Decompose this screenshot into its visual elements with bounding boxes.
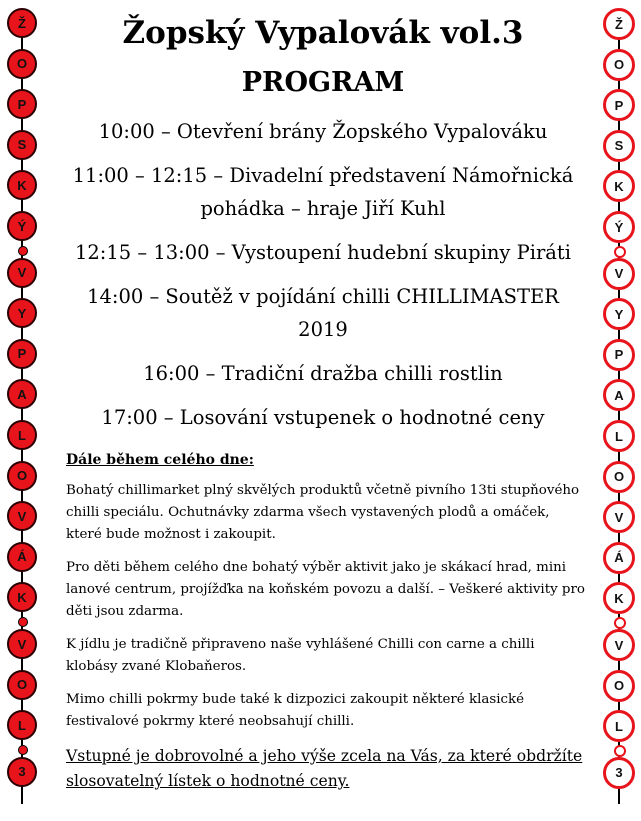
- info-paragraph: Mimo chilli pokrmy bude také k dizpozici zakoupit některé klasické festivalové pokrmy které neobsahují chilli.: [66, 692, 525, 729]
- chain-letter-bead: O: [7, 461, 37, 491]
- info-paragraph: K jídlu je tradičně připraveno naše vyhlášené Chilli con carne a chilli klobásy zvané Klobaňeros.: [66, 637, 535, 674]
- chain-letter-bead: O: [7, 670, 37, 700]
- schedule-item: 14:00 – Soutěž v pojídání chilli CHILLIMASTER 2019: [87, 285, 559, 341]
- chain-letter-bead: S: [7, 130, 37, 160]
- chain-letter-bead: K: [603, 170, 635, 202]
- info-paragraph: Pro děti během celého dne bohatý výběr aktivit jako je skákací hrad, mini lanové centrum, projížďka na koňském povozu a další. – Veškeré aktivity pro děti jsou zdarma.: [66, 560, 585, 619]
- chain-letter-bead: O: [603, 49, 635, 81]
- chain-letter-bead: L: [603, 710, 635, 742]
- chain-letter-bead: P: [603, 339, 635, 371]
- chain-separator-dot: [18, 246, 28, 256]
- chain-letter-bead: K: [603, 582, 635, 614]
- chain-letter-bead: Y: [7, 298, 37, 328]
- chain-letter-bead: Ý: [603, 211, 635, 243]
- schedule-item: 10:00 – Otevření brány Žopského Vypalováku: [98, 120, 548, 143]
- chain-letter-bead: V: [603, 501, 635, 533]
- during-day-heading: Dále během celého dne:: [66, 452, 254, 468]
- chain-separator-dot: [18, 617, 28, 627]
- chain-letter-bead: O: [603, 461, 635, 493]
- chain-letter-bead: V: [7, 501, 37, 531]
- chain-letter-bead: V: [7, 629, 37, 659]
- chain-letter-bead: L: [7, 710, 37, 740]
- schedule-item: 12:15 – 13:00 – Vystoupení hudební skupiny Piráti: [74, 241, 572, 264]
- chain-letter-bead: L: [7, 420, 37, 450]
- chain-letter-bead: P: [603, 89, 635, 121]
- chain-letter-bead: Ž: [7, 8, 37, 38]
- right-bead-chain: [601, 0, 637, 821]
- chain-letter-bead: A: [603, 379, 635, 411]
- program-heading: PROGRAM: [241, 67, 405, 98]
- schedule-item: 17:00 – Losování vstupenek o hodnotné ceny: [101, 406, 545, 429]
- chain-separator-dot: [18, 745, 28, 755]
- chain-letter-bead: Ý: [7, 211, 37, 241]
- chain-letter-bead: Y: [603, 298, 635, 330]
- chain-letter-bead: P: [7, 339, 37, 369]
- chain-letter-bead: P: [7, 89, 37, 119]
- chain-letter-bead: A: [7, 379, 37, 409]
- chain-separator-dot: [614, 246, 626, 258]
- left-bead-chain: [4, 0, 40, 821]
- chain-letter-bead: Á: [603, 542, 635, 574]
- chain-letter-bead: S: [603, 130, 635, 162]
- during-day-section: [66, 449, 586, 805]
- chain-letter-bead: 3: [603, 757, 635, 789]
- chain-separator-dot: [614, 745, 626, 757]
- admission-note: Vstupné je dobrovolné a jeho výše zcela na Vás, za které obdržíte slosovatelný lístek o hodnotné ceny.: [66, 747, 583, 790]
- schedule-item: 16:00 – Tradiční dražba chilli rostlin: [143, 362, 503, 385]
- info-paragraph: Bohatý chillimarket plný skvělých produktů včetně pivního 13ti stupňového chilli speciálu. Ochutnávky zdarma všech vystavených plodů a omáček, které bude možnost i zakoupit.: [66, 483, 580, 542]
- event-title: Žopský Vypalovák vol.3: [122, 15, 524, 51]
- schedule-list: [60, 115, 586, 445]
- chain-letter-bead: V: [603, 258, 635, 290]
- chain-letter-bead: K: [7, 582, 37, 612]
- schedule-item: 11:00 – 12:15 – Divadelní představení Námořnická pohádka – hraje Jiří Kuhl: [72, 164, 574, 220]
- chain-letter-bead: Á: [7, 542, 37, 572]
- chain-letter-bead: Ž: [603, 8, 635, 40]
- chain-letter-bead: L: [603, 420, 635, 452]
- chain-letter-bead: O: [7, 49, 37, 79]
- chain-letter-bead: 3: [7, 757, 37, 787]
- chain-letter-bead: O: [603, 670, 635, 702]
- chain-separator-dot: [614, 617, 626, 629]
- chain-letter-bead: V: [7, 258, 37, 288]
- chain-letter-bead: V: [603, 629, 635, 661]
- chain-letter-bead: K: [7, 170, 37, 200]
